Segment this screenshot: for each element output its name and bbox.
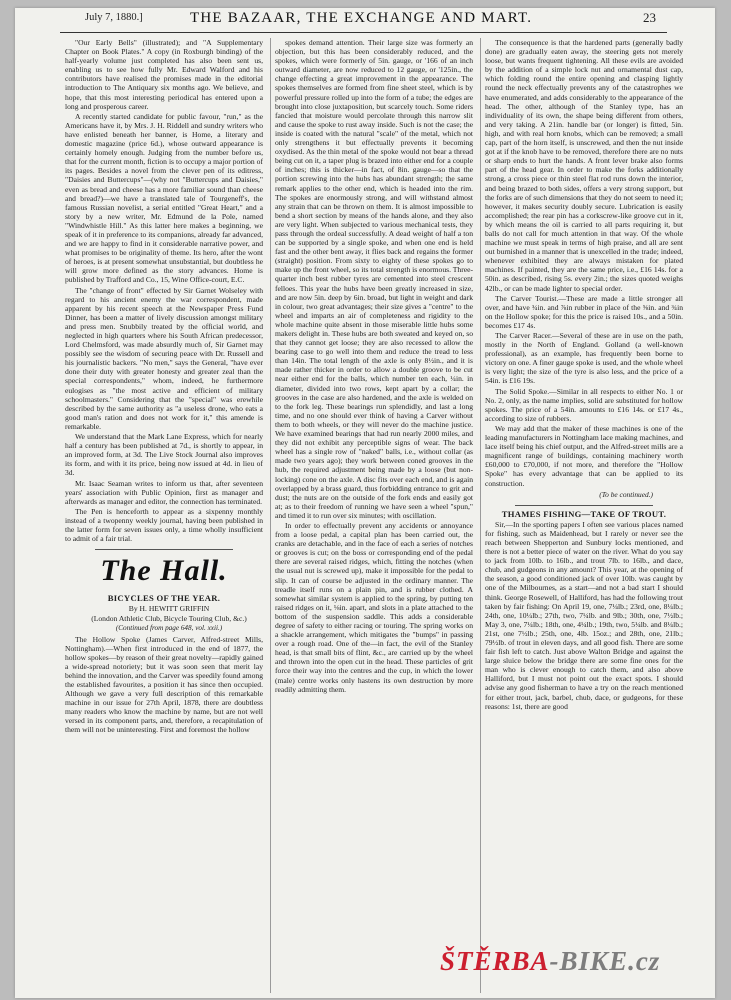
paragraph: "Our Early Bells" (illustrated); and "A Supplementary Chapter on Book Plates." A copy (in Roxburgh binding) of the half-yearly volume just completed has also been sent us, enabling us to see how fully Mr. Edward Walford and his contributors have realised the promises made in the editorial introduction to The Antiquary six months ago. We believe, and hope, that this most interesting periodical has entered upon a long and prosperous career. (65, 38, 263, 111)
page-number: 23 (643, 10, 656, 25)
paragraph: Sir,—In the sporting papers I often see various places named for fishing, such as Maidenhead, but I rarely or never see the reach between Shepperton and Sunbury locks mentioned, and there is not a better piece of water on the river. What do you say to jack from 10lb. to 16lb., and trout 7lb. to 16lb., and dace, chub, and gudgeons in any amount? This year, at the opening of the season, a good conditioned jack of over 10lb. was caught by one of the Milbournes, as a start—and not a bad start I should think. George Rosewell, of Halliford, has had the following trout taken by fair fishing: On April 19, one, 7¼lb.; 23rd, one, 8¼lb.; 24th, one, 10¼lb.; 27th, two, 7¼lb. and 9lb.; 30th, one, 7½lb.; May 3, one, 7¼lb.; 18th, one, 4¼lb.; 19th, two, 5¼lb. and 8¼lb.; 21st, one 7½lb.; 25th, one, 4lb. 15oz.; and 28th, one, 21lb.; 79½lb. of trout in eleven days, and all good fish. There are some fair fish left to catch. Just above Walton Bridge and against the large sluice below the bridge there are some fine ones for the man who is clever enough to catch them, and also above Halliford, but I must not point out the exact spots. I should advise any good fisherman to have a try on the reach mentioned for either trout, jack, barbel, chub, dace, or gudgeons, for these reasons: 1st, there are good (485, 519, 683, 711)
column-divider (270, 38, 271, 993)
column-3 (485, 38, 683, 993)
article-title: BICYCLES OF THE YEAR. (107, 593, 221, 604)
section-title: The Hall. (100, 554, 228, 588)
paragraph: Mr. Isaac Seaman writes to inform us that, after seventeen years' association with Public Opinion, first as manager and afterwards as manager and editor, the connection has terminated. (65, 478, 263, 506)
section-rule (95, 549, 233, 550)
watermark-part1: ŠTĚRBA (440, 946, 550, 976)
column-1 (65, 38, 263, 993)
paragraph: The "change of front" effected by Sir Garnet Wolseley with regard to his ancient enemy the war correspondent, made apparent by his recent speech at the Newspaper Press Fund Dinner, has been a matter of lively discussion amongst military and press men. Snubbily treated by the official world, and neglected in high quarters where his South African predecessor, Lord Chelmsford, was made absurdly much of, Sir Garnet may possibly see the wisdom of securing peace with Dr. Russell and his journalistic backers. "No men," says the General, "have ever done their duty with greater honesty and greater zeal than the special correspondents," whom, indeed, he furthermore eulogises as "the most active and efficient of military schoolmasters." Considering that the "special" was erewhile described by the same authority as "a useless drone, who eats a good man's ration and does not work for it," this amende is remarkable. (65, 285, 263, 431)
paragraph: The Carver Racer.—Several of these are in use on the path, mostly in the North of England. Golland (a well-known professional), as an example, has frequently been borne to victory on one. A finer gauge spoke is used, and the whole wheel is very light; the size of the tyre is also less, and the price of a 54in. is £16 19s. (485, 331, 683, 386)
paragraph: The consequence is that the hardened parts (generally badly done) are gradually eaten away, the steering gets not merely loose, but wants frequent tightening. All these evils are avoided by the addition of a simple lock nut and ornamental dust cap, which folding round the entire opening and clasping lightly round the neck effectually prevents any of the catastrophes we have enumerated, and adds considerably to the appearance of the head. The other, although of the Stanley type, has an individuality of its own, the shape being different from others, and very taking. A 21in. handle bar (or longer) is fitted, 5in. high, and with real horn knobs, which can be removed; a small cap, part of the horn itself, is unscrewed, and then the nut inside got at if the knob have to be removed, therefore there are no nuts or sharp ends to hurt the hands. A front lever brake also forms part of the head gear. In order to make the forks additionally strong, a cross piece or thin steel flat rod runs down the interior, and being brazed to both sides, offers a very strong support, but the forks are of such dimensions that they do not seem to need it; however, it makes security doubly secure. Lubrication is easily accomplished; the rear pin has a corkscrew-like groove cut in it, by which means the oil is carried to all parts requiring it, but balls do not call for much attention in that way. Of the whole machine we must speak in terms of high praise, and all are sent out burnished in a manner that is unexcelled in the trade; indeed, whenever exhibited they are always mistaken for plated machines. If painted, they are the same price, i.e., £16 14s. for a 50in. as described, rising 5s. every 2in.; the sizes quoted weighs 42lb., or can be made lighter to special order. (485, 38, 683, 293)
column-2 (275, 38, 473, 993)
paragraph: We may add that the maker of these machines is one of the leading manufacturers in Nottingham lace making machines, and lace itself being his chief output, and the Alfred-street mills are a magnificent range of buildings, containing machinery worth £60,000 to £70,000, if not more, and therefore the "Hollow Spoke" has every advantage that can be applied to its construction. (485, 423, 683, 488)
page-header (15, 8, 715, 36)
paragraph: The Carver Tourist.—These are made a little stronger all over, and have ¾in. and ⅞in rubber in place of the ⅝in. and ¾in on the Hollow spoke; for this the price is raised 10s., and a 50in. becomes £17 4s. (485, 293, 683, 330)
paragraph: spokes demand attention. Their large size was formerly an objection, but this has been considerably reduced, and the spokes, which were formerly of 5in. gauge, or '166 of an inch outward diameter, are now reduced to 12 gauge, or '125in., the change effecting a great improvement in the appearance. The spokes themselves are formed from fine sheet steel, which is by powerful pressure rolled up into the form of a tube; the edges are brought into close juxtaposition, but scarcely touch. Some riders fancied that moisture would percolate through this narrow slit and cause the spoke to rust away inside. Such is not the case; the inside is coated with the natural "scale" of the metal, which not only strengthens it but effectually prevents it becoming oxydised. As the thin metal of the spoke would not bear a thread being cut on it, a taper plug is brazed into either end for a couple of inches; this is thicker—in fact, of 8in. gauge—so that the portion screwing into the hubs has abundant strength; the same remark applies to the other end, which is headed into the rim. The spokes are enormously strong, and will withstand almost any strain that can be thrown on them. It is almost impossible to bend a short section by means of the hands alone, and they also are very light. When subjected to various mechanical tests, they pass through the ordeal successfully. A dead weight of half a ton can be supported by a single spoke, and when one end is held fast and the other bent away, it flies back and regains the former (straight) position. From sixty to eighty of these spokes go to make up the front wheel, so its total strength is enormous. Three-quarter inch best rubber tyres are cemented into steel crescent felloes. This year the hubs have been greatly increased in size, and are now 5in. deep by 6in. broad, but light in weight and dark in colour, two great advantages; their size gives a "centre" to the wheel and imparts an air of completeness and rigidity to the whole machine quite absent in those miserable little hubs some makers delight in. These hubs are both sweated and keyed on, so that they cannot get loose; they are also recessed to allow the bearing case to go well into them and reduce the tread to less than 14in. The total length of the axle is only 8½in., and it is made rather thicker in order to allow a double groove to be cut near either end for the balls, which number ten each, ¼in. in diameter, divided into two rows, kept apart by a collar; the grooves in the case are also hardened, and the axle is welded on to the fork leg. These bearings run splendidly, and last a long time, and no one should ever think of having a Carver without them to both wheels, or they will never do the machine justice. We have examined bearings that had run nearly 2000 miles, and they did not exhibit any perceptible signs of wear. The back wheel has a single row of "naked" balls, i.e., without collar (as made two years ago); they work between coned grooves in the hub, the required adjustment being made by a loose (but non-locking) cone on the axle. A disc fits over each end, and is again overlapped by a brass guard, thus forbidding entrance to grit and dust; the nuts are on the outside of the fork ends and easily got at; as to their freedom of running we have seen a wheel "spun," and timed it to run over six minutes; with oscillation. (275, 38, 473, 520)
paragraph: The Hollow Spoke (James Carver, Alfred-street Mills, Nottingham).—When first introduced in the end of 1877, the hollow spokes—by reason of their great novelty—rapidly gained a wide-spread notoriety; but it was soon seen that merit lay behind the innovation, and the Carver was speedily found among the established favourites, a position it has since then occupied. Although we gave a very full description of this remarkable machine in our issue for 27th April, 1878, there are doubtless many readers who know the machine by name, but are not well versed in its component parts, and, therefore, a recapitulation of them will not be uninteresting. First and foremost the hollow (65, 634, 263, 735)
article-rule (515, 505, 653, 506)
article-title: THAMES FISHING—TAKE OF TROUT. (501, 508, 667, 519)
header-rule (60, 32, 667, 33)
issue-date: July 7, 1880.] (85, 12, 143, 23)
paragraph: In order to effectually prevent any accidents or annoyance from a loose pedal, a capital plan has been carried out, the cranks are detachable, and in the face of each a series of notches or grooves is cut; on the boss or corresponding end of the pedal there are several raised ridges, which, fitting the notches (when the usual nut is screwed up), make it impossible for the pedal to slip. It can of course be adjusted in the ordinary manner. The treadle itself runs on a plain pin, and is rubber clothed. A somewhat similar system is applied to the spring, by putting ten raised ridges on it, ⅛in. apart, and slots in a plate attached to the bottom of the suspension saddle. This adds a considerable degree of safety to either racing or touring. The spring works on a shackle arrangement, which mitigates the "bumps" in passing over a rough road. One of the—in fact, the evil of the Stanley head, is that small bits of flint, &c., are carried up by the wheel and thrown into the open cut in the head. These particles of grit force their way into the centres and the cup, in which the lower (male) centre works only hastens its own destruction by more readily admitting them. (275, 520, 473, 694)
article-affiliation: (London Athletic Club, Bicycle Touring Club, &c.) (91, 614, 247, 624)
watermark-part2: -BIKE.cz (549, 946, 661, 976)
column-divider (480, 38, 481, 993)
paragraph: The Solid Spoke.—Similar in all respects to either No. 1 or No. 2, only, as the name implies, solid are substituted for hollow spokes. The price of a 54in. amounts to £16 14s. or £17 4s., according to size of rubbers. (485, 386, 683, 423)
paragraph: We understand that the Mark Lane Express, which for nearly half a century has been published at 7d., is shortly to appear, in an improved form, at 3d. The Live Stock Journal also improves its form, and with it its price, being now issued at 4d. in lieu of 3d. (65, 432, 263, 478)
article-byline: By H. HEWITT GRIFFIN (128, 604, 210, 614)
continued-note: (Continued from page 648, vol. xxii.) (115, 624, 223, 633)
paragraph: A recently started candidate for public favour, "run," as the Americans have it, by Mrs. J. H. Riddell and sundry writers who have enlisted beneath her banner, is Home, a literary and domestic magazine (price 6d.), whose outward appearance is certainly homely enough. Judging from the number before us, that for the current month, fiction is to occupy a major portion of its pages. Besides a novel from the clever pen of its editress, "Daisies and Buttercups"—(why not "Buttercups and Daisies," even as bread and cheese has a more familiar sound than cheese and bread?)—we have a translated tale of Tourgeneff's, the famous Russian novelist, a serial entitled "Great Heart," and a story by a new writer, Mr. Edmund de la Pole, named "Windwhistle Hill." As this latter here makes a beginning, we speak of it in preference to its companions, already far advanced, and we are happy to find in it considerable narrative power, and what promises to be originality of theme. Its hero, after the wont of heroes, is at present somewhat unsubstantial, but doubtless he will grow more defined as the story advances. Home is published by Trafford and Co., 15, Wine Office-court, E.C. (65, 111, 263, 285)
watermark (440, 946, 660, 977)
masthead-title: THE BAZAAR, THE EXCHANGE AND MART. (190, 10, 533, 26)
paragraph: The Pen is henceforth to appear as a sixpenny monthly instead of a twopenny weekly journal, having been published in the latter form for seven issues only, a time wholly insufficient to admit of a fair trial. (65, 506, 263, 544)
to-be-continued: (To be continued.) (599, 489, 653, 499)
newspaper-page (15, 8, 715, 998)
